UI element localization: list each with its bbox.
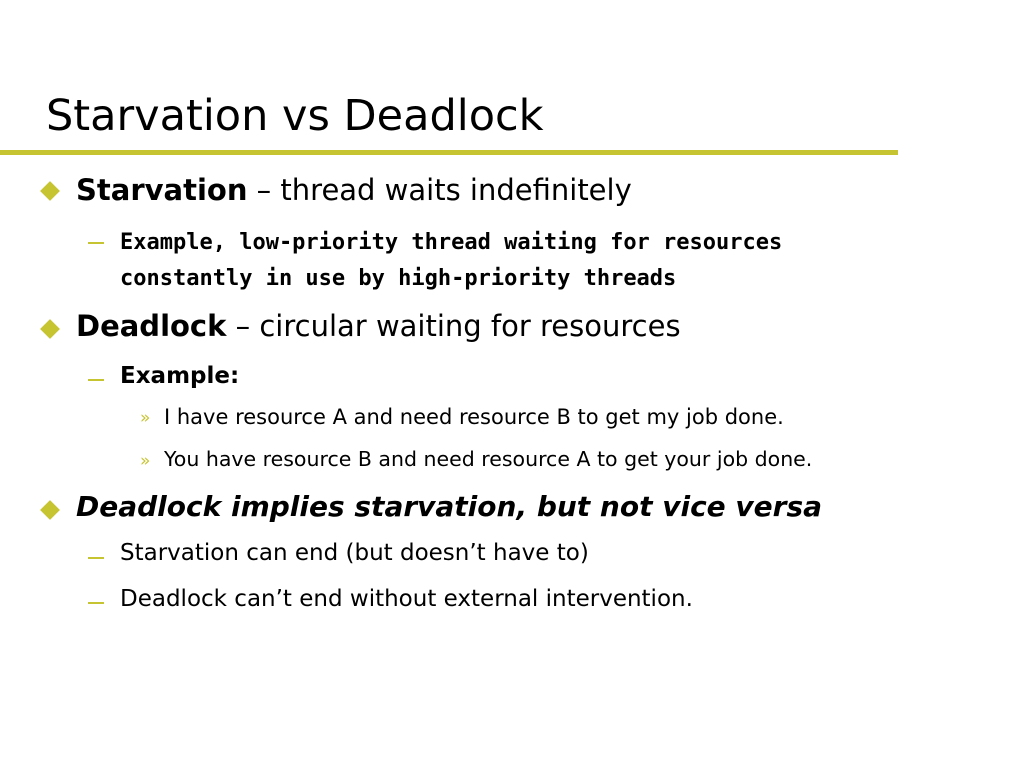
sub-bullet-line: constantly in use by high-priority threads xyxy=(120,266,677,291)
sub-sub-bullet: You have resource B and need resource A to get your job done. xyxy=(164,447,813,471)
dash-bullet-icon xyxy=(88,242,104,244)
sub-bullet-deadlock-example: Example: xyxy=(120,363,240,389)
bullet-starvation xyxy=(76,171,632,209)
diamond-bullet-icon xyxy=(40,319,60,339)
sub-bullet-line: Example, low-priority thread waiting for resources xyxy=(120,230,783,255)
bullet-deadlock-implies-starvation: Deadlock implies starvation, but not vice versa xyxy=(76,490,823,523)
bullet-text: circular waiting for resources xyxy=(259,309,681,343)
dash-bullet-icon xyxy=(88,602,104,604)
sub-bullet: Deadlock can’t end without external intervention. xyxy=(120,586,693,612)
bullet-text: thread waits indefinitely xyxy=(280,173,632,207)
title-underline xyxy=(0,150,898,155)
sub-sub-bullet: I have resource A and need resource B to get my job done. xyxy=(164,405,784,429)
bullet-term: Deadlock xyxy=(76,309,227,343)
slide-title: Starvation vs Deadlock xyxy=(46,91,544,141)
raquo-bullet-icon: » xyxy=(140,451,151,471)
diamond-bullet-icon xyxy=(40,500,60,520)
dash-bullet-icon xyxy=(88,557,104,559)
bullet-separator: – xyxy=(247,173,281,207)
sub-bullet: Starvation can end (but doesn’t have to) xyxy=(120,540,589,566)
dash-bullet-icon xyxy=(88,379,104,381)
raquo-bullet-icon: » xyxy=(140,408,151,428)
sub-bullet-starvation-example xyxy=(120,225,782,297)
bullet-term: Starvation xyxy=(76,173,248,207)
diamond-bullet-icon xyxy=(40,181,60,201)
bullet-separator: – xyxy=(226,309,260,343)
bullet-deadlock xyxy=(76,307,681,345)
